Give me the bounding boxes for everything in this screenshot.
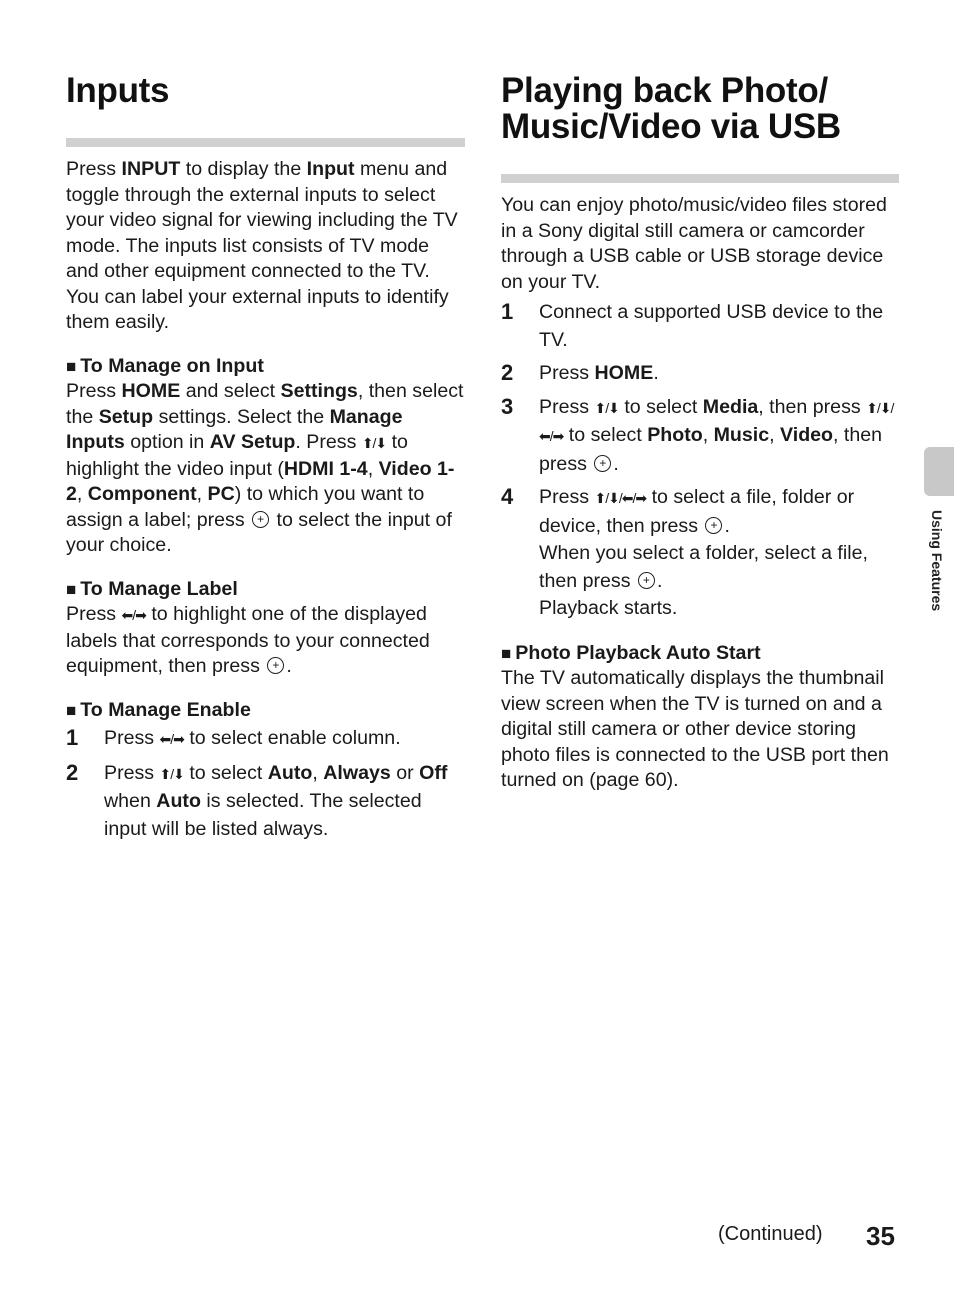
step-item: 2 Press HOME. xyxy=(501,360,659,385)
heading-rule xyxy=(501,174,899,183)
inputs-intro-2: You can label your external inputs to identify them easily. xyxy=(66,285,449,333)
step-number: 4 xyxy=(501,484,514,509)
step-item: 4 Press ⬆/⬇/⬅/➡ to select a file, folder or device, then press +. When you select a folder, select a file, then press +. Playback starts. xyxy=(501,484,899,623)
enter-button-icon xyxy=(594,455,611,472)
auto-start-text: The TV automatically displays the thumbnail view screen when the TV is turned on and a digital still camera or other device storing photo files is connected to the USB port then turned on (page 60). xyxy=(501,667,889,791)
manage-enable-title: To Manage Enable xyxy=(80,698,251,721)
square-bullet-icon: ■ xyxy=(66,356,77,376)
heading-rule xyxy=(66,138,465,147)
usb-steps xyxy=(501,299,899,623)
manage-input-text: Press HOME and select Settings, then select the Setup settings. Select the Manage Inputs option in AV Setup. Press ⬆/⬇ to highlight the video input (HDMI 1-4, Video 1-2, Component, PC) to which you want to assign a label; press + to select the input of your choice. xyxy=(66,379,466,559)
enter-button-icon xyxy=(267,657,284,674)
step-number: 2 xyxy=(66,759,79,785)
inputs-body xyxy=(66,157,466,849)
arrow-keys-icon: ⬆/⬇/⬅/➡ xyxy=(539,399,894,444)
inputs-heading: Inputs xyxy=(66,71,170,110)
usb-intro: You can enjoy photo/music/video files stored in a Sony digital still camera or camcorder through a USB cable or USB storage device on your TV. xyxy=(501,194,887,293)
step-item: 1 Press ⬅/➡ to select enable column. xyxy=(66,725,401,750)
enter-button-icon xyxy=(252,511,269,528)
section-tab xyxy=(924,447,954,496)
side-section-label: Using Features xyxy=(929,510,945,612)
step-item: 3 Press ⬆/⬇ to select Media, then press ⬆/⬇/⬅/➡ to select Photo, Music, Video, then press +. xyxy=(501,394,899,479)
arrow-keys-icon: ⬅/➡ xyxy=(159,731,184,747)
manage-input-title: To Manage on Input xyxy=(80,354,264,377)
inputs-intro: Press INPUT to display the Input menu and toggle through the external inputs to select your video signal for viewing including the TV mode. The inputs list consists of TV mode and other equipment connected to the TV. xyxy=(66,158,458,282)
arrow-keys-icon: ⬆/⬇ xyxy=(361,435,387,451)
arrow-keys-icon: ⬆/⬇/⬅/➡ xyxy=(594,490,647,506)
page-number: 35 xyxy=(866,1221,895,1251)
manage-label-title: To Manage Label xyxy=(80,577,238,600)
square-bullet-icon: ■ xyxy=(501,643,512,663)
step-number: 2 xyxy=(501,360,514,385)
manage-input-section xyxy=(66,354,466,559)
manage-label-section xyxy=(66,577,466,680)
arrow-keys-icon: ⬅/➡ xyxy=(121,607,146,623)
usb-body xyxy=(501,193,899,794)
enter-button-icon xyxy=(705,517,722,534)
step-number: 1 xyxy=(501,299,514,324)
step-number: 3 xyxy=(501,393,514,419)
square-bullet-icon: ■ xyxy=(66,579,77,599)
manage-enable-section xyxy=(66,698,466,844)
enter-button-icon xyxy=(638,572,655,589)
arrow-keys-icon: ⬆/⬇ xyxy=(159,765,184,782)
square-bullet-icon: ■ xyxy=(66,700,77,720)
step-item: 1 Connect a supported USB device to the TV. xyxy=(501,299,884,351)
step-item: 2 Press ⬆/⬇ to select Auto, Always or Off when Auto is selected. The selected input will be listed always. xyxy=(66,759,448,840)
arrow-keys-icon: ⬆/⬇ xyxy=(594,399,619,416)
usb-heading: Playing back Photo/ Music/Video via USB xyxy=(501,71,841,146)
auto-start-title: Photo Playback Auto Start xyxy=(515,641,761,664)
step-number: 1 xyxy=(66,725,79,750)
manage-enable-steps xyxy=(66,725,466,843)
auto-start-section xyxy=(501,641,899,794)
manage-label-text: Press ⬅/➡ to highlight one of the displayed labels that corresponds to your connected equipment, then press +. xyxy=(66,602,466,680)
continued-label: (Continued) xyxy=(718,1223,823,1245)
